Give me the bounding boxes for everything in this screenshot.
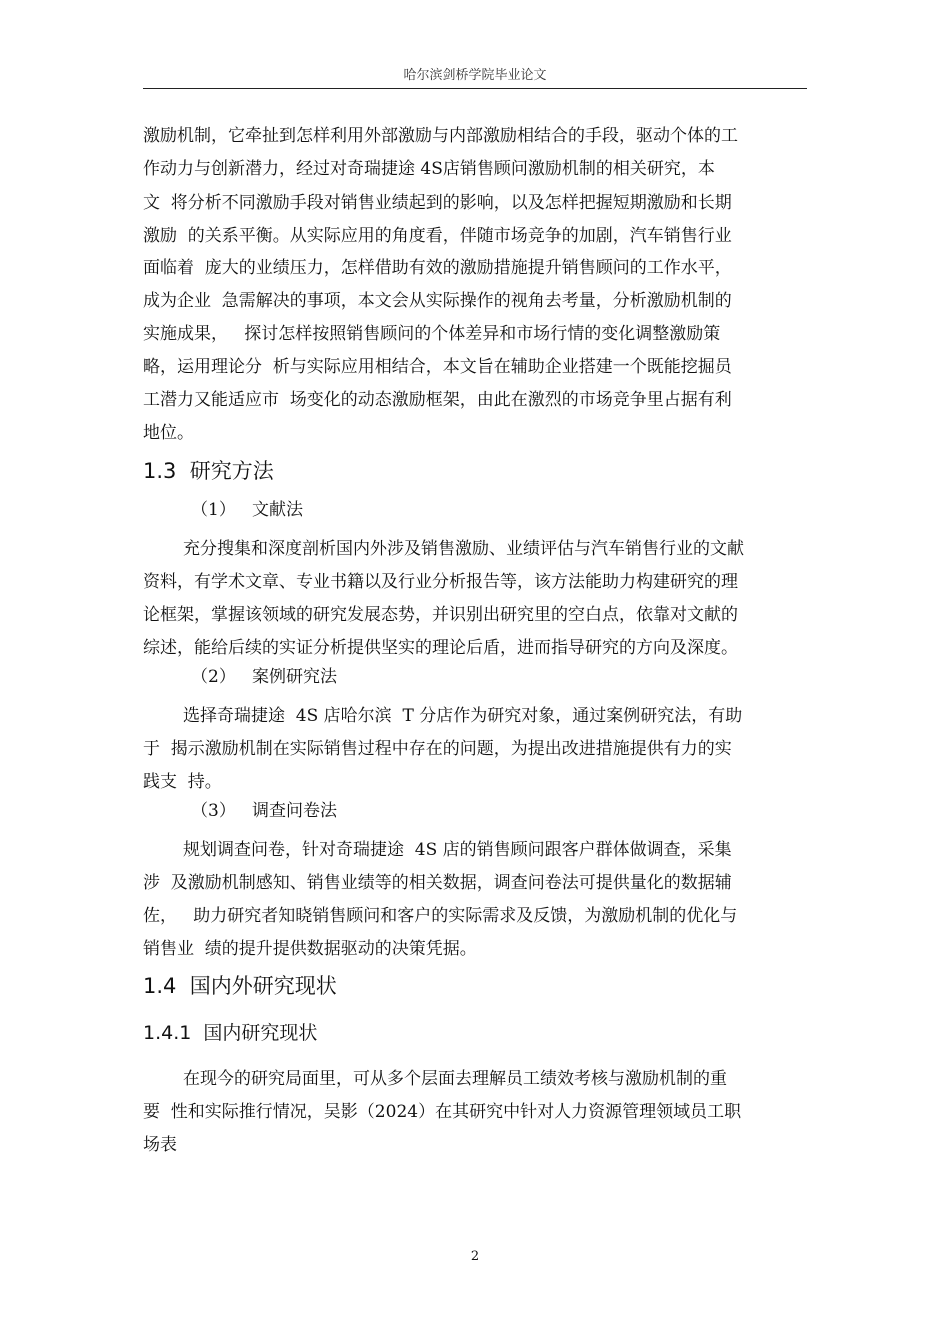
body-line: 要 性和实际推行情况，吴影（2024）在其研究中针对人力资源管理领域员工职: [143, 1102, 742, 1122]
page-number: 2: [470, 1249, 480, 1264]
body-line: 践支 持。: [143, 772, 222, 792]
body-line: 选择奇瑞捷途 4S 店哈尔滨 T 分店作为研究对象，通过案例研究法，有助: [183, 706, 743, 726]
body-line: 工潜力又能适应市 场变化的动态激励框架，由此在激烈的市场竞争里占据有利: [143, 390, 732, 410]
method-label: （1） 文献法: [191, 500, 304, 520]
body-line: 实施成果， 探讨怎样按照销售顾问的个体差异和市场行情的变化调整激励策: [143, 324, 721, 344]
method-label: （3） 调查问卷法: [191, 801, 338, 821]
section-heading-1-3: 1.3 研究方法: [143, 459, 274, 483]
body-line: 文 将分析不同激励手段对销售业绩起到的影响，以及怎样把握短期激励和长期: [143, 193, 732, 213]
method-label: （2） 案例研究法: [191, 667, 338, 687]
body-line: 在现今的研究局面里，可从多个层面去理解员工绩效考核与激励机制的重: [183, 1069, 727, 1089]
body-line: 成为企业 急需解决的事项，本文会从实际操作的视角去考量，分析激励机制的: [143, 291, 732, 311]
body-line: 佐， 助力研究者知晓销售顾问和客户的实际需求及反馈，为激励机制的优化与: [143, 906, 738, 926]
body-line: 场表: [143, 1135, 177, 1155]
body-line: 涉 及激励机制感知、销售业绩等的相关数据，调查问卷法可提供量化的数据辅: [143, 873, 732, 893]
body-line: 论框架，掌握该领域的研究发展态势，并识别出研究里的空白点，依靠对文献的: [143, 605, 738, 625]
page-header: 哈尔滨剑桥学院毕业论文: [403, 68, 547, 83]
section-heading-1-4: 1.4 国内外研究现状: [143, 974, 337, 998]
body-line: 激励 的关系平衡。从实际应用的角度看，伴随市场竞争的加剧，汽车销售行业: [143, 226, 732, 246]
section-heading-1-4-1: 1.4.1 国内研究现状: [143, 1022, 318, 1044]
body-line: 资料，有学术文章、专业书籍以及行业分析报告等，该方法能助力构建研究的理: [143, 572, 738, 592]
body-line: 激励机制，它牵扯到怎样利用外部激励与内部激励相结合的手段，驱动个体的工: [143, 126, 738, 146]
body-line: 略，运用理论分 析与实际应用相结合，本文旨在辅助企业搭建一个既能挖掘员: [143, 357, 732, 377]
body-line: 地位。: [143, 423, 194, 443]
header-rule: [143, 88, 807, 89]
body-line: 面临着 庞大的业绩压力，怎样借助有效的激励措施提升销售顾问的工作水平，: [143, 258, 732, 278]
body-line: 销售业 绩的提升提供数据驱动的决策凭据。: [143, 939, 477, 959]
body-line: 作动力与创新潜力，经过对奇瑞捷途 4S店销售顾问激励机制的相关研究，本: [143, 159, 715, 179]
body-line: 综述，能给后续的实证分析提供坚实的理论后盾，进而指导研究的方向及深度。: [143, 638, 738, 658]
body-line: 规划调查问卷，针对奇瑞捷途 4S 店的销售顾问跟客户群体做调查，采集: [183, 840, 732, 860]
body-line: 于 揭示激励机制在实际销售过程中存在的问题，为提出改进措施提供有力的实: [143, 739, 732, 759]
body-line: 充分搜集和深度剖析国内外涉及销售激励、业绩评估与汽车销售行业的文献: [183, 539, 744, 559]
